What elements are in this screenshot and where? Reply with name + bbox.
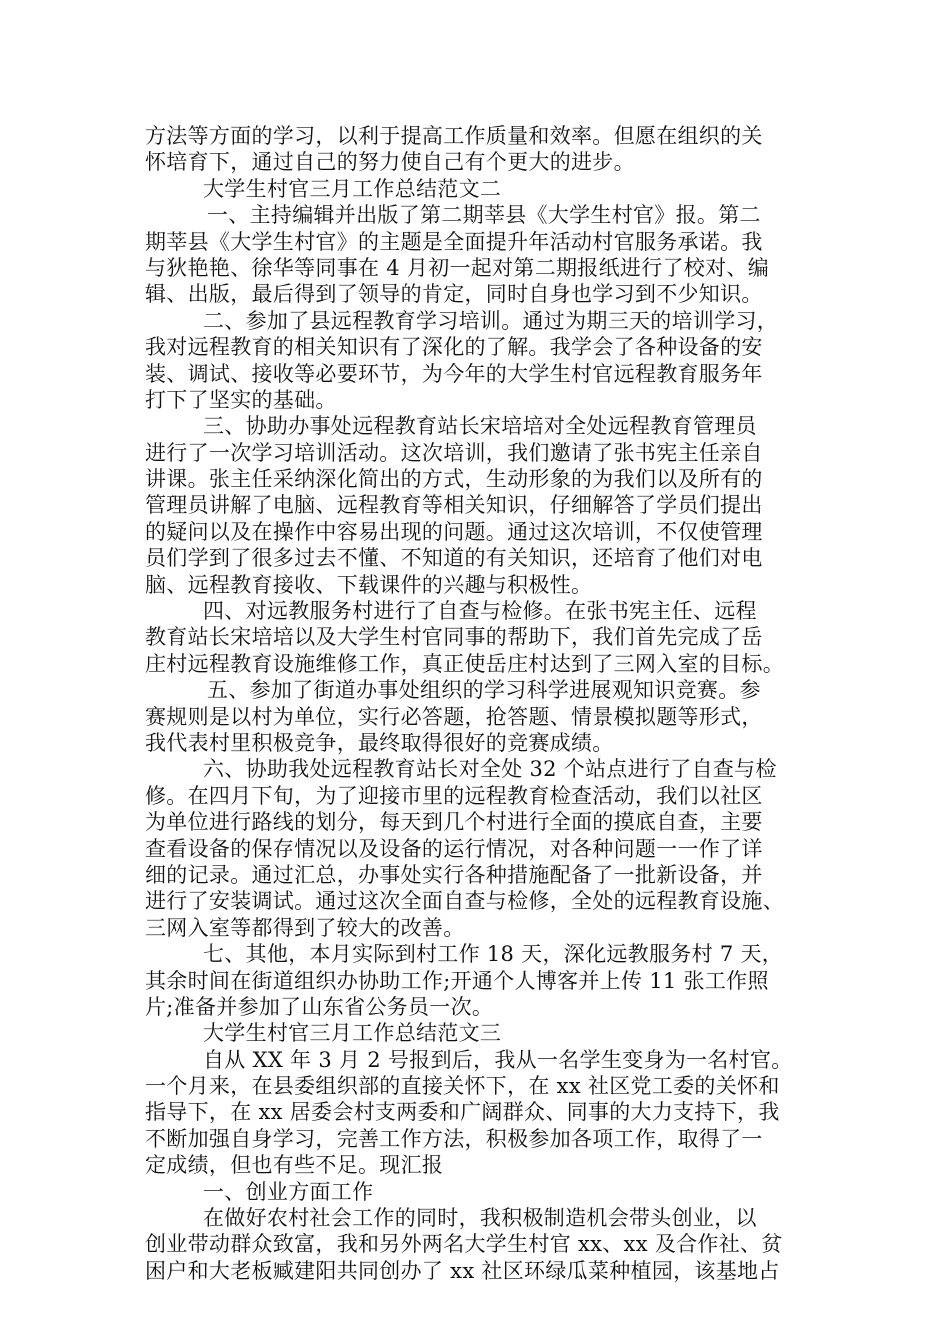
text-line: 员们学到了很多过去不懂、不知道的有关知识，还培育了他们对电: [145, 546, 763, 571]
text-line: 方法等方面的学习，以利于提高工作质量和效率。但愿在组织的关: [145, 124, 763, 148]
text-line: 装、调试、接收等必要环节，为今年的大学生村官远程教育服务年: [145, 361, 763, 386]
text-line: 六、协助我处远程教育站长对全处 32 个站点进行了自查与检: [203, 757, 777, 782]
text-line: 在做好农村社会工作的同时，我积极制造机会带头创业，以: [203, 1206, 757, 1231]
text-line: 五、参加了街道办事处组织的学习科学进展观知识竞赛。参: [207, 678, 761, 703]
text-line: 定成绩，但也有些不足。现汇报: [145, 1153, 444, 1178]
text-line: 脑、远程教育接收、下载课件的兴趣与积极性。: [145, 572, 593, 597]
text-line: 细的记录。通过汇总，办事处实行各种措施配备了一批新设备，并: [145, 862, 763, 887]
text-line: 进行了安装调试。通过这次全面自查与检修，全处的远程教育设施、: [145, 889, 784, 914]
text-line: 查看设备的保存情况以及设备的运行情况，对各种问题一一作了详: [145, 836, 763, 861]
text-line: 二、参加了县远程教育学习培训。通过为期三天的培训学习，: [203, 308, 779, 333]
text-line: 怀培育下，通过自己的努力使自己有个更大的进步。: [145, 150, 635, 175]
subsection-heading: 一、创业方面工作: [203, 1179, 374, 1204]
text-line: 进行了一次学习培训活动。这次培训，我们邀请了张书宪主任亲自: [145, 440, 763, 465]
text-line: 创业带动群众致富，我和另外两名大学生村官 xx、xx 及合作社、贫: [145, 1232, 783, 1257]
text-line: 片;准备并参加了山东省公务员一次。: [145, 994, 494, 1019]
text-line: 不断加强自身学习，完善工作方法，积极参加各项工作，取得了一: [145, 1126, 763, 1151]
text-line: 为单位进行路线的划分，每天到几个村进行全面的摸底自查，主要: [145, 810, 763, 835]
text-line: 讲课。张主任采纳深化简出的方式，生动形象的为我们以及所有的: [145, 467, 763, 492]
section-heading: 大学生村官三月工作总结范文二: [203, 176, 502, 201]
text-line: 管理员讲解了电脑、远程教育等相关知识，仔细解答了学员们提出: [145, 493, 763, 518]
text-line: 打下了坚实的基础。: [145, 387, 337, 412]
text-line: 的疑问以及在操作中容易出现的问题。通过这次培训，不仅使管理: [145, 519, 763, 544]
section-heading: 大学生村官三月工作总结范文三: [203, 1021, 502, 1046]
text-line: 与狄艳艳、徐华等同事在 4 月初一起对第二期报纸进行了校对、编: [145, 255, 770, 280]
text-line: 一个月来，在县委组织部的直接关怀下，在 xx 社区党工委的关怀和: [145, 1074, 780, 1099]
text-line: 赛规则是以村为单位，实行必答题，抢答题、情景模拟题等形式，: [145, 704, 763, 729]
text-line: 困户和大老板臧建阳共同创办了 xx 社区环绿瓜菜种植园，该基地占: [145, 1258, 780, 1283]
text-line: 指导下，在 xx 居委会村支两委和广阔群众、同事的大力支持下，我: [145, 1100, 780, 1125]
text-line: 四、对远教服务村进行了自查与检修。在张书宪主任、远程: [203, 599, 757, 624]
text-line: 我代表村里积极竞争，最终取得很好的竞赛成绩。: [145, 730, 614, 755]
text-line: 我对远程教育的相关知识有了深化的了解。我学会了各种设备的安: [145, 335, 763, 360]
text-line: 辑、出版，最后得到了领导的肯定，同时自身也学习到不少知识。: [145, 282, 763, 307]
text-line: 自从 XX 年 3 月 2 号报到后，我从一名学生变身为一名村官。: [203, 1047, 793, 1072]
text-line: 三、协助办事处远程教育站长宋培培对全处远程教育管理员: [203, 414, 757, 439]
text-line: 其余时间在街道组织办协助工作;开通个人博客并上传 11 张工作照: [145, 968, 769, 993]
text-line: 七、其他，本月实际到村工作 18 天，深化远教服务村 7 天，: [203, 942, 784, 967]
text-line: 期莘县《大学生村官》的主题是全面提升年活动村官服务承诺。我: [145, 229, 763, 254]
text-line: 修。在四月下旬，为了迎接市里的远程教育检查活动，我们以社区: [145, 783, 763, 808]
text-line: 庄村远程教育设施维修工作，真正使岳庄村达到了三网入室的目标。: [145, 651, 784, 676]
text-line: 一、主持编辑并出版了第二期莘县《大学生村官》报。第二: [207, 203, 761, 228]
text-line: 三网入室等都得到了较大的改善。: [145, 915, 465, 940]
text-line: 教育站长宋培培以及大学生村官同事的帮助下，我们首先完成了岳: [145, 625, 763, 650]
document-body: [145, 123, 809, 1284]
